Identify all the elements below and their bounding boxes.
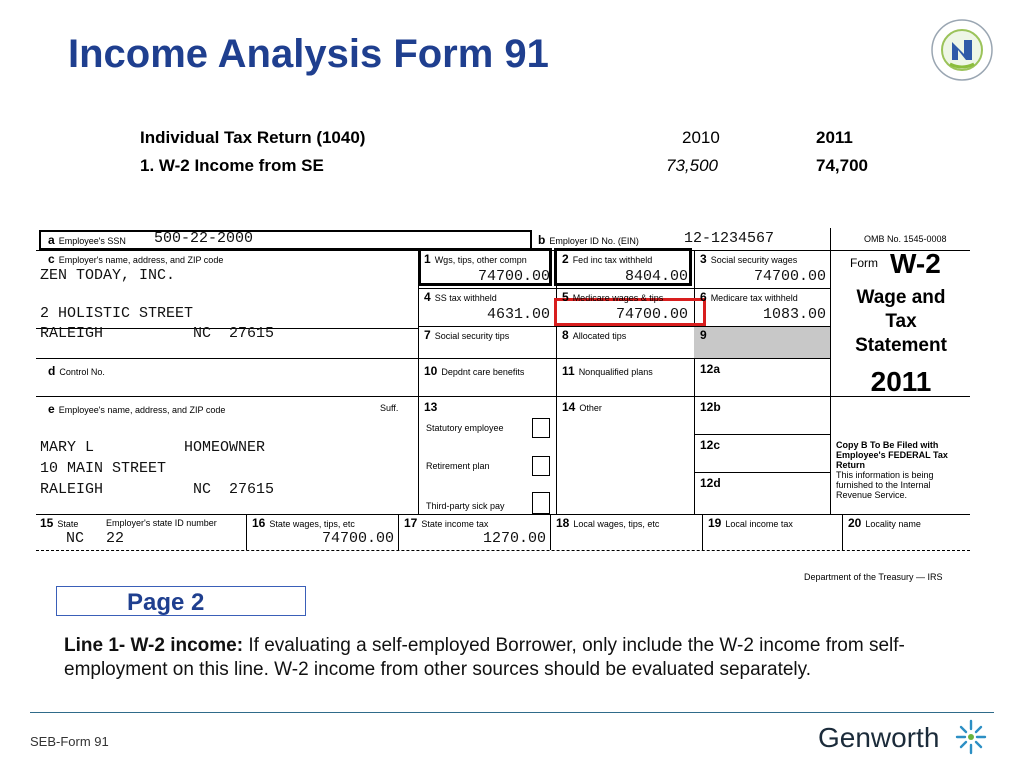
box2-label: 2 Fed inc tax withheld: [562, 252, 653, 266]
page-title: Income Analysis Form 91: [68, 32, 549, 76]
genworth-logo-icon: [954, 718, 988, 756]
employee-name: MARY L HOMEOWNER: [40, 439, 266, 456]
box4-label: 4 SS tax withheld: [424, 290, 497, 304]
employer-name: ZEN TODAY, INC.: [40, 267, 176, 284]
box9-shaded: [694, 327, 830, 358]
ssn-label: a Employee's SSN: [48, 233, 126, 247]
line1-note-text: If evaluating a self-employed Borrower, only include the W-2 income from self-employment on this line. W-2 income from other sources should be evaluated separately.: [64, 635, 905, 680]
employer-street: 2 HOLISTIC STREET: [40, 305, 194, 322]
form-name: W-2: [890, 248, 941, 279]
box16-state-wages-value: 74700.00: [321, 530, 394, 547]
retirement-plan-checkbox[interactable]: [532, 456, 550, 476]
form-word: Form: [850, 256, 878, 270]
state-value: NC: [66, 530, 85, 547]
box3-label: 3 Social security wages: [700, 252, 798, 266]
omb-number: OMB No. 1545-0008: [864, 234, 947, 244]
box13-label: 13: [424, 400, 438, 414]
ein-value: 12-1234567: [684, 230, 775, 247]
employee-label: e Employee's name, address, and ZIP code: [48, 402, 226, 416]
box1-label: 1 Wgs, tips, other compn: [424, 252, 527, 266]
preferred-partner-badge: [930, 18, 994, 82]
year-2010-header: 2010: [682, 128, 720, 147]
line1-note: [64, 634, 984, 682]
w2-form: [36, 228, 970, 582]
statutory-employee-checkbox[interactable]: [532, 418, 550, 438]
footer-label: SEB-Form 91: [30, 734, 109, 749]
box20-label: 20 Locality name: [848, 516, 921, 530]
employee-city: RALEIGH NC 27615: [40, 481, 275, 498]
box10-label: 10 Depdnt care benefits: [424, 364, 525, 378]
page-label: Page 2: [127, 589, 205, 616]
year-2011-header: 2011: [816, 128, 853, 147]
form-year: 2011: [870, 366, 932, 397]
box9-label: 9: [700, 328, 707, 342]
return-type-label: Individual Tax Return (1040): [140, 128, 366, 147]
box7-label: 7 Social security tips: [424, 328, 510, 342]
box6-label: 6 Medicare tax withheld: [700, 290, 798, 304]
w2-income-2010-value: 73,500: [666, 156, 718, 175]
box4-ss-tax-value: 4631.00: [486, 306, 550, 323]
box5-medicare-wages-value: 74700.00: [615, 306, 688, 323]
state-id-value: 22: [106, 530, 125, 547]
box2-fed-tax-value: 8404.00: [624, 268, 688, 285]
copy-b-title: Copy B To Be Filed with Employee's FEDERAL Tax Return: [836, 440, 948, 470]
suffix-label: Suff.: [380, 403, 399, 413]
employer-label: c Employer's name, address, and ZIP code: [48, 252, 224, 266]
retirement-plan-label: Retirement plan: [426, 461, 490, 471]
box17-label: 17 State income tax: [404, 516, 489, 530]
box12d-label: 12d: [700, 476, 721, 490]
box11-label: 11 Nonqualified plans: [562, 364, 653, 378]
statutory-employee-label: Statutory employee: [426, 423, 504, 433]
box3-ss-wages-value: 74700.00: [753, 268, 826, 285]
copy-b-text: This information is being furnished to the Internal Revenue Service.: [836, 470, 934, 500]
box16-label: 16 State wages, tips, etc: [252, 516, 355, 530]
w2-income-2011-value: 74,700: [816, 156, 868, 175]
box18-label: 18 Local wages, tips, etc: [556, 516, 660, 530]
box14-label: 14 Other: [562, 400, 602, 414]
form-title: Wage and Tax Statement: [855, 287, 947, 356]
third-party-sick-pay-label: Third-party sick pay: [426, 501, 505, 511]
box12b-label: 12b: [700, 400, 721, 414]
state-id-label: Employer's state ID number: [106, 518, 217, 528]
box19-label: 19 Local income tax: [708, 516, 793, 530]
employee-street: 10 MAIN STREET: [40, 460, 167, 477]
third-party-sick-pay-checkbox[interactable]: [532, 492, 550, 514]
box17-state-tax-value: 1270.00: [482, 530, 546, 547]
box6-medicare-tax-value: 1083.00: [762, 306, 826, 323]
box12a-label: 12a: [700, 362, 721, 376]
control-no-label: d Control No.: [48, 364, 105, 378]
box12c-label: 12c: [700, 438, 721, 452]
w2-income-label: 1. W-2 Income from SE: [140, 156, 324, 175]
treasury-dept: Department of the Treasury — IRS: [804, 572, 943, 582]
box5-label: 5 Medicare wages & tips: [562, 290, 664, 304]
ein-label: b Employer ID No. (EIN): [538, 233, 639, 247]
ssn-value: 500-22-2000: [154, 230, 254, 247]
genworth-logo-text: Genworth: [818, 722, 940, 753]
employer-city: RALEIGH NC 27615: [40, 325, 275, 342]
page-label-box: [56, 586, 306, 616]
box15-label: 15 State: [40, 516, 79, 530]
box8-label: 8 Allocated tips: [562, 328, 627, 342]
box1-wages-value: 74700.00: [477, 268, 550, 285]
line1-note-heading: Line 1- W-2 income:: [64, 635, 244, 656]
footer-divider: [30, 712, 994, 713]
